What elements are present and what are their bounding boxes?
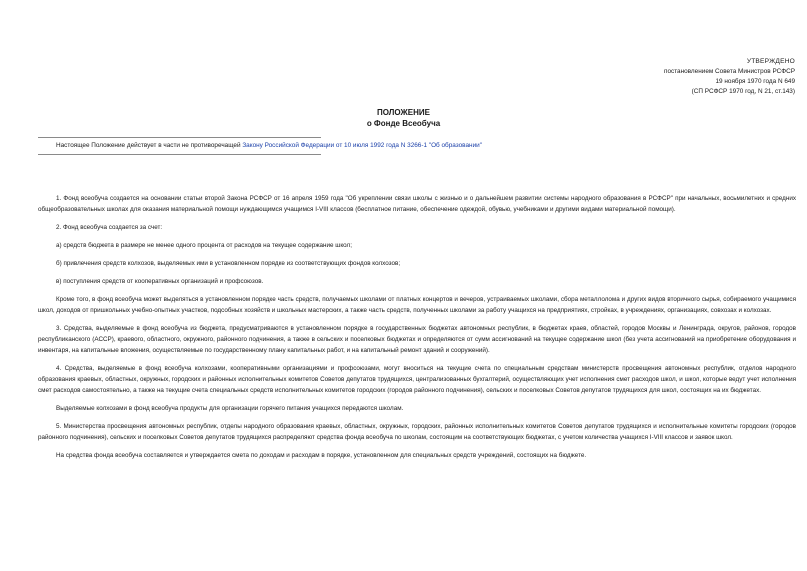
- title-line-1: ПОЛОЖЕНИЕ: [377, 108, 430, 117]
- paragraph-3: 3. Средства, выделяемые в фонд всеобуча из бюджета, предусматриваются в установленном порядке в государственных бюджетах автономных республик, в бюджетах краев, областей, городов Москвы и Ленинграда, округов, районов, городов республиканского (АССР), краевого, областного, окружного, районного подчинения, а также в сельских и поселковых бюджетах и определяются от сумм ассигнований на текущее содержание школ (без учета ассигнований на приобретение оборудования и инвентаря, на капитальные вложения, осуществляемые по государственному плану капитальных работ, и на капитальный ремонт зданий и сооружений).: [38, 325, 796, 354]
- editorial-note: [38, 137, 558, 155]
- paragraph-2-extra: Кроме того, в фонд всеобуча может выделяться в установленном порядке часть средств, получаемых школами от платных концертов и вечеров, устраиваемых школами, сбора металлолома и других видов вторичного сырья, собираемого учащимися школ, доходов от пришкольных учебно-опытных участков, подсобных хозяйств и школьных мастерских, а также часть средств, полученных школами за работу учащихся на предприятиях, стройках, в учреждениях, организациях, совхозах и колхозах.: [38, 296, 796, 314]
- paragraph-4: 4. Средства, выделяемые в фонд всеобуча колхозами, кооперативными организациями и профсоюзами, могут вноситься на текущие счета по специальным средствам министерств просвещения автономных республик, отделов народного образования краевых, областных, окружных, городских и районных исполнительных комитетов Советов депутатов трудящихся, централизованных бухгалтерий, осуществляющих учет исполнения смет расходов школ, и школ, которые ведут учет исполнения смет расходов самостоятельно, а также на текущие счета специальных средств исполнительных комитетов городских (городов районного подчинения), сельских и поселковых Советов депутатов трудящихся для школ, состоящих на их бюджетах.: [38, 365, 796, 394]
- paragraph-4-extra: Выделяемые колхозами в фонд всеобуча продукты для организации горячего питания учащихся передаются школам.: [56, 405, 404, 412]
- approval-block: [535, 57, 795, 97]
- approval-line-2: 19 ноября 1970 года N 649: [715, 78, 795, 85]
- paragraph-2b: б) привлечения средств колхозов, выделяемых ими в установленном порядке из соответствующих фондов колхозов;: [56, 260, 401, 267]
- paragraph-2a: а) средств бюджета в размере не менее одного процента от расходов на текущее содержание школ;: [56, 242, 352, 249]
- note-text: [38, 138, 558, 154]
- approval-line-1: постановлением Совета Министров РСФСР: [663, 68, 795, 75]
- paragraph-5-extra: На средства фонда всеобуча составляется и утверждается смета по доходам и расходам в порядке, установленном для специальных средств учреждений, состоящих на бюджете.: [56, 452, 587, 459]
- approval-heading: УТВЕРЖДЕНО: [746, 58, 795, 65]
- title-line-2: о Фонде Всеобуча: [366, 119, 441, 128]
- approval-line-3: (СП РСФСР 1970 год, N 21, ст.143): [691, 88, 795, 95]
- note-prefix: Настоящее Положение действует в части не противоречащей: [56, 142, 243, 149]
- law-link[interactable]: Закону Российской Федерации от 10 июля 1992 года N 3266-1 "Об образовании": [242, 142, 482, 149]
- paragraph-1: 1. Фонд всеобуча создается на основании статьи второй Закона РСФСР от 16 апреля 1959 года "Об укреплении связи школы с жизнью и о дальнейшем развитии системы народного образования в РСФСР" при начальных, восьмилетних и средних общеобразовательных школах для оказания материальной помощи нуждающимся учащимся I-VIII классов (бесплатное питание, обеспечение одеждой, обувью, учебниками и другими видами материальной помощи).: [38, 195, 796, 213]
- paragraph-5: 5. Министерства просвещения автономных республик, отделы народного образования краевых, областных, окружных, городских, районных исполнительных комитетов Советов депутатов трудящихся и исполнительные комитеты городских (городов районного подчинения), сельских и поселковых Советов депутатов трудящихся распределяют средства фонда всеобуча по школам, состоящим на соответствующих бюджетах, с учетом количества учащихся I-VIII классов и заявок школ.: [38, 423, 796, 441]
- document-title: [0, 107, 807, 129]
- document-body: [38, 193, 796, 461]
- paragraph-2: 2. Фонд всеобуча создается за счет:: [56, 224, 163, 231]
- paragraph-2c: в) поступления средств от кооперативных организаций и профсоюзов.: [56, 278, 264, 285]
- note-divider-bottom: [38, 154, 321, 155]
